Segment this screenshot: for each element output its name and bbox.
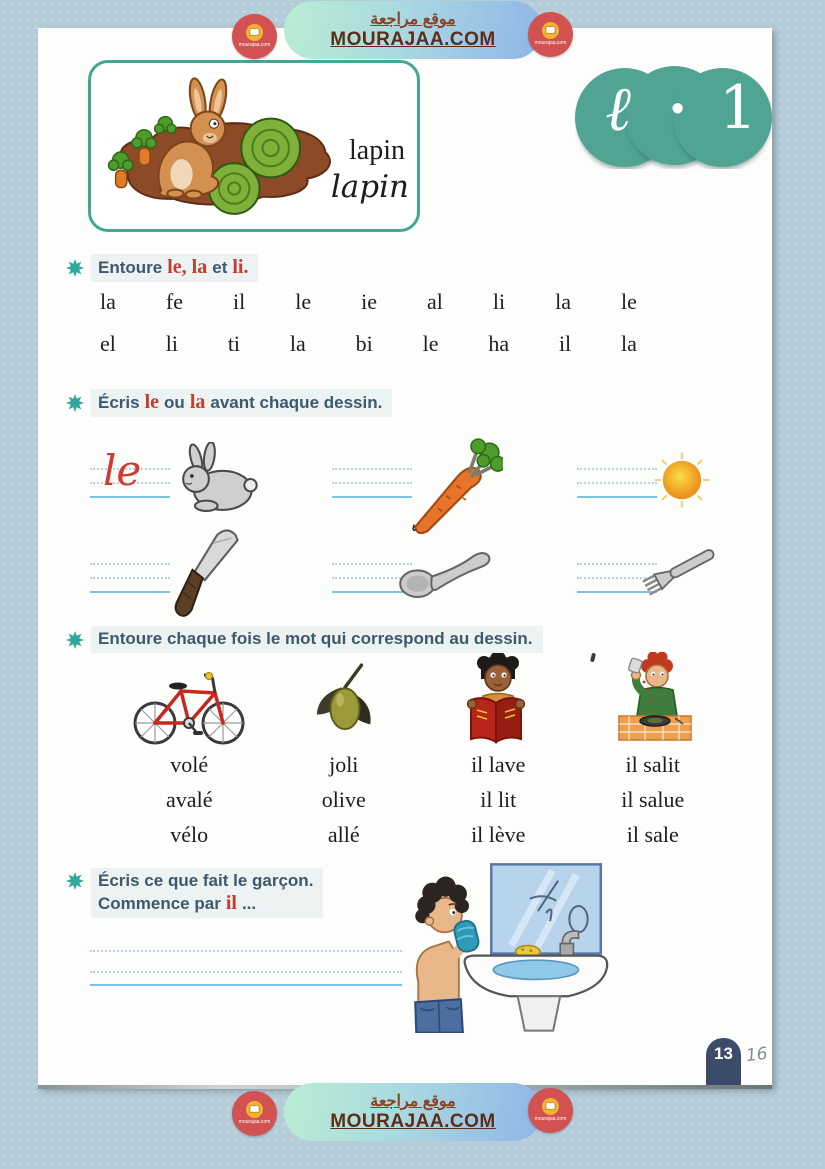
ex1-instr-text: et (212, 258, 228, 277)
book-icon (542, 1098, 559, 1115)
choice-word[interactable]: vélo (170, 822, 209, 847)
writing-lines[interactable] (577, 468, 657, 500)
choice-word[interactable]: volé (170, 752, 209, 777)
ex4-instr-ellipsis: ... (241, 894, 257, 913)
choice-word[interactable]: olive (321, 787, 366, 812)
ex2-instr-text: Écris (98, 393, 140, 412)
syllable: ti (227, 331, 241, 356)
footer-arabic-title: موقع مراجعة (370, 1093, 456, 1110)
choice-word[interactable]: il salit (625, 752, 680, 777)
ex1-syllable-row (100, 289, 637, 315)
book-icon (246, 1101, 263, 1118)
syllable: al (427, 289, 443, 314)
badge-number: 1 (719, 73, 758, 143)
writing-lines[interactable] (90, 563, 170, 595)
header-site-link[interactable]: MOURAJAA.COM (330, 29, 496, 50)
logo-caption: mourajaa.com (238, 1119, 271, 1126)
ex3-column (112, 655, 267, 852)
vocab-word-print: lapin (349, 135, 405, 166)
ex3-column (576, 655, 731, 852)
header-banner (284, 1, 542, 59)
choice-word[interactable]: avalé (166, 787, 213, 812)
ex2-target-word: le (144, 391, 160, 413)
vocab-card (88, 60, 420, 232)
site-logo (528, 12, 573, 57)
boy-salting-image (604, 652, 701, 747)
syllable: il (232, 289, 246, 314)
ex3-column (267, 655, 422, 852)
ex1-instruction (66, 254, 258, 282)
syllable: la (100, 289, 116, 314)
choice-word[interactable]: il lave (471, 752, 526, 777)
ex4-instr-line1: Écris ce que fait le garçon. (98, 871, 314, 890)
ex4-instr-line2: Commence par (98, 894, 221, 913)
syllable: la (621, 331, 637, 356)
ex2-instruction (66, 389, 392, 417)
footer-banner (284, 1083, 542, 1141)
choice-word[interactable]: il lit (480, 787, 517, 812)
writing-lines[interactable] (332, 468, 412, 500)
site-logo (232, 1091, 277, 1136)
rabbit-garden-illustration (95, 71, 345, 223)
bicycle-image (128, 659, 250, 747)
ex1-target-syllables: le, la (167, 256, 208, 278)
syllable: la (555, 289, 572, 314)
ex1-syllable-row (100, 331, 637, 357)
ex2-instr-text: avant chaque dessin. (210, 393, 383, 412)
ex2-sample-answer: le (103, 446, 142, 495)
footer-site-link[interactable]: MOURAJAA.COM (330, 1111, 496, 1132)
logo-caption: mourajaa.com (238, 42, 271, 49)
lesson-badge (575, 66, 772, 169)
star-bullet-icon (66, 872, 84, 890)
logo-caption: mourajaa.com (534, 1116, 567, 1123)
sun-image (650, 448, 714, 512)
syllable: ie (361, 289, 377, 314)
spoon-image (393, 545, 495, 601)
star-bullet-icon (66, 631, 84, 649)
syllable: la (289, 331, 306, 356)
ex4-target-word: il (225, 892, 237, 914)
boy-reading-image (452, 652, 544, 747)
carrot-image (405, 436, 503, 534)
syllable: bi (355, 331, 373, 356)
syllable: le (422, 331, 439, 356)
site-logo (528, 1088, 573, 1133)
syllable: li (165, 331, 178, 356)
syllable: il (558, 331, 572, 356)
vocab-word-cursive: lapin (330, 169, 409, 205)
book-icon (246, 24, 263, 41)
olive-image (310, 657, 378, 747)
choice-word[interactable]: joli (329, 752, 359, 777)
ex3-word-grid (112, 655, 730, 852)
badge-cursive-letter: ℓ (605, 72, 631, 145)
boy-washing-at-sink-image (398, 858, 616, 1033)
choice-word[interactable]: allé (327, 822, 360, 847)
ex1-target-syllable: li. (232, 256, 249, 278)
ex1-instr-text: Entoure (98, 258, 163, 277)
ex3-instr-text: Entoure chaque fois le mot qui correspond au dessin. (98, 629, 533, 648)
logo-caption: mourajaa.com (534, 40, 567, 47)
ex2-target-word: la (189, 391, 206, 413)
book-icon (542, 22, 559, 39)
choice-word[interactable]: il lève (471, 822, 526, 847)
fork-image (638, 544, 726, 602)
handwritten-annotation: 16 (744, 1043, 769, 1067)
star-bullet-icon (66, 394, 84, 412)
header-arabic-title: موقع مراجعة (370, 11, 456, 28)
ex3-instruction (66, 626, 543, 653)
choice-word[interactable]: il sale (626, 822, 679, 847)
ex3-column (421, 655, 576, 852)
syllable: le (621, 289, 637, 314)
syllable: ha (488, 331, 510, 356)
syllable: li (492, 289, 506, 314)
star-bullet-icon (66, 259, 84, 277)
writing-lines[interactable] (90, 950, 402, 990)
syllable: el (100, 331, 116, 356)
badge-dot: • (671, 88, 685, 130)
page-number-badge: 13 (706, 1038, 741, 1088)
choice-word[interactable]: il salue (621, 787, 685, 812)
syllable: fe (165, 289, 183, 314)
knife-image (172, 528, 254, 620)
site-logo (232, 14, 277, 59)
ex4-instruction (66, 868, 323, 918)
ex2-instr-text: ou (164, 393, 185, 412)
rabbit-image (165, 442, 263, 514)
syllable: le (295, 289, 312, 314)
